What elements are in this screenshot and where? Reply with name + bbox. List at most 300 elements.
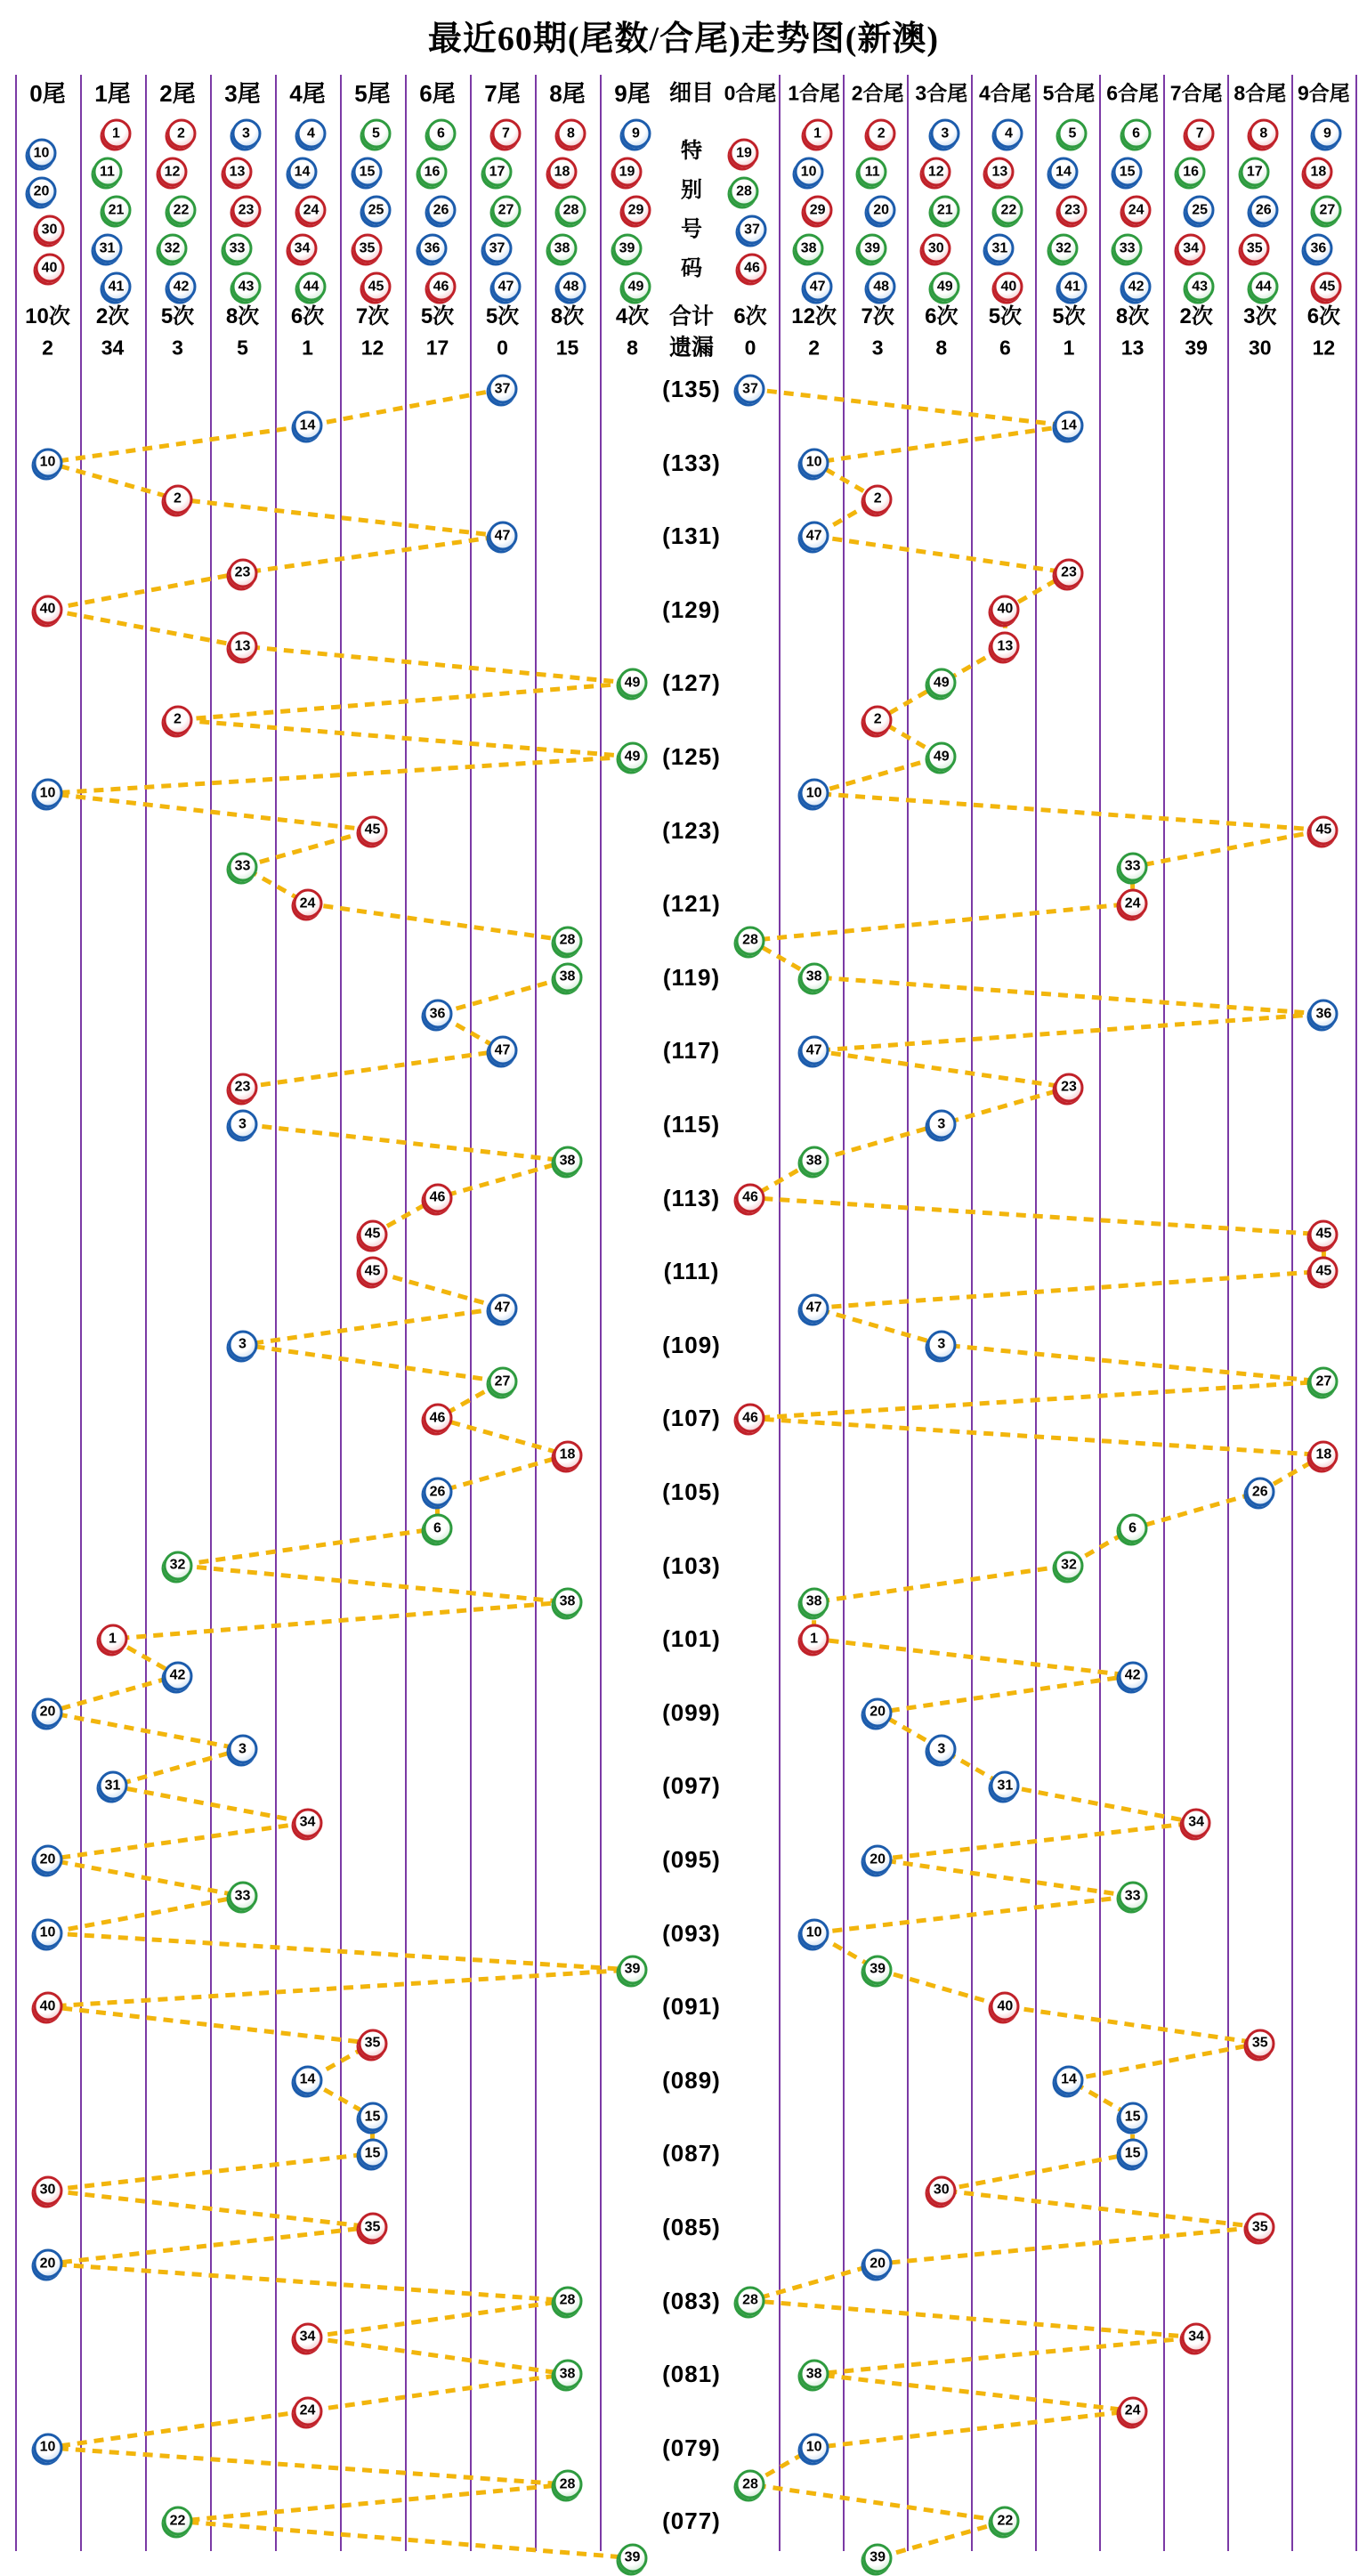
ball-9: 9 [1313,119,1342,149]
column-header-7-sumtail: 7合尾 [1169,81,1223,105]
ball-47: 47 [488,1036,517,1065]
ball-6: 6 [423,1514,452,1543]
ball-10: 10 [33,448,62,477]
ball-20: 20 [33,2249,62,2279]
ball-26: 26 [1245,1478,1274,1507]
ball-8: 8 [1249,119,1278,149]
ball-2: 2 [867,119,896,149]
ball-32: 32 [1055,1551,1084,1580]
miss-right-1: 2 [808,336,820,360]
ball-26: 26 [1249,196,1278,225]
ball-24: 24 [1118,889,1147,919]
ball-30: 30 [926,2175,956,2205]
count-right-7: 2次 [1179,304,1213,328]
count-right-0: 6次 [733,304,767,328]
ball-28: 28 [736,2286,765,2315]
ball-46: 46 [426,272,456,302]
ball-13: 13 [228,632,257,661]
ball-40: 40 [994,272,1023,302]
miss-left-4: 1 [302,336,313,360]
ball-34: 34 [1177,234,1206,263]
ball-34: 34 [293,2322,322,2352]
column-header-1-sumtail: 1合尾 [788,81,840,105]
left-trend-line [48,389,633,2558]
miss-left-5: 12 [360,336,384,360]
column-header-3-sumtail: 3合尾 [915,81,968,105]
ball-20: 20 [27,177,56,207]
ball-3: 3 [926,1110,956,1139]
ball-40: 40 [991,595,1020,624]
miss-label: 遗漏 [668,335,715,360]
period-label-101: (101) [662,1625,721,1653]
ball-9: 9 [621,119,651,149]
ball-42: 42 [1118,1661,1147,1690]
ball-17: 17 [1240,158,1269,187]
column-header-4-sumtail: 4合尾 [978,81,1031,105]
ball-11: 11 [93,158,122,187]
ball-48: 48 [556,272,586,302]
ball-40: 40 [33,595,62,624]
column-header-9-sumtail: 9合尾 [1297,81,1350,105]
ball-47: 47 [799,1036,829,1065]
ball-10: 10 [799,779,829,808]
ball-47: 47 [488,1293,517,1323]
ball-49: 49 [621,272,651,302]
period-label-95: (095) [662,1846,721,1873]
period-label-109: (109) [662,1331,721,1358]
ball-46: 46 [736,1183,765,1212]
ball-7: 7 [1185,119,1215,149]
ball-22: 22 [991,2507,1020,2536]
ball-1: 1 [101,119,131,149]
ball-39: 39 [618,2543,647,2572]
ball-45: 45 [1309,1219,1339,1249]
ball-15: 15 [358,2139,387,2168]
ball-34: 34 [1182,2322,1211,2352]
ball-14: 14 [1049,158,1079,187]
period-label-91: (091) [662,1993,721,2021]
ball-10: 10 [33,1918,62,1948]
ball-18: 18 [1309,1440,1339,1470]
ball-47: 47 [491,272,521,302]
ball-45: 45 [1309,815,1339,845]
ball-37: 37 [736,375,765,404]
ball-43: 43 [1185,272,1215,302]
ball-41: 41 [1058,272,1088,302]
ball-3: 3 [228,1735,257,1764]
ball-28: 28 [556,196,586,225]
ball-1: 1 [98,1624,127,1654]
miss-left-3: 5 [237,336,248,360]
ball-27: 27 [488,1367,517,1397]
ball-14: 14 [293,2065,322,2094]
miss-right-8: 30 [1249,336,1272,360]
ball-47: 47 [799,522,829,551]
count-right-9: 6次 [1306,304,1341,328]
ball-45: 45 [1309,1257,1339,1286]
ball-19: 19 [730,139,759,168]
ball-27: 27 [1313,196,1342,225]
ball-14: 14 [287,158,317,187]
ball-1: 1 [803,119,832,149]
ball-38: 38 [799,1146,829,1176]
ball-38: 38 [799,962,829,992]
miss-right-3: 8 [935,336,948,360]
ball-16: 16 [417,158,447,187]
ball-25: 25 [1185,196,1215,225]
count-left-6: 5次 [420,304,455,328]
miss-left-8: 15 [555,336,579,360]
miss-left-9: 8 [627,336,638,360]
ball-12: 12 [921,158,950,187]
column-header-3-tail: 3尾 [224,80,261,107]
ball-10: 10 [799,1918,829,1948]
period-label-133: (133) [662,449,721,476]
period-label-107: (107) [662,1405,721,1432]
ball-23: 23 [1055,558,1084,587]
count-left-1: 2次 [95,304,130,328]
ball-14: 14 [293,411,322,441]
period-label-135: (135) [662,376,721,402]
ball-40: 40 [33,1992,62,2021]
ball-35: 35 [1245,2213,1274,2242]
ball-20: 20 [863,1697,893,1727]
ball-31: 31 [991,1771,1020,1801]
ball-45: 45 [361,272,391,302]
ball-36: 36 [423,1000,452,1029]
ball-45: 45 [358,1257,387,1286]
ball-23: 23 [228,1073,257,1102]
ball-2: 2 [863,705,893,734]
ball-49: 49 [930,272,959,302]
ball-39: 39 [618,1955,647,1984]
ball-7: 7 [491,119,521,149]
ball-43: 43 [231,272,261,302]
ball-44: 44 [1249,272,1278,302]
ball-10: 10 [799,448,829,477]
period-label-97: (097) [662,1772,721,1800]
miss-left-7: 0 [497,336,508,360]
column-header-5-sumtail: 5合尾 [1042,81,1096,105]
ball-45: 45 [358,815,387,845]
column-header-6-sumtail: 6合尾 [1106,81,1159,105]
ball-18: 18 [553,1440,582,1470]
ball-24: 24 [296,196,326,225]
ball-38: 38 [794,234,823,263]
column-header-0-tail: 0尾 [29,80,66,107]
ball-2: 2 [863,484,893,514]
ball-3: 3 [926,1735,956,1764]
period-label-121: (121) [662,890,721,918]
special-number-label-char-2: 号 [681,217,702,241]
ball-28: 28 [553,926,582,955]
ball-30: 30 [35,215,64,245]
ball-24: 24 [1121,196,1151,225]
ball-39: 39 [863,1955,893,1984]
ball-21: 21 [101,196,131,225]
column-header-0-sumtail: 0合尾 [724,81,777,105]
ball-27: 27 [491,196,521,225]
page-title: 最近60期(尾数/合尾)走势图(新澳) [427,20,940,58]
ball-38: 38 [553,1587,582,1616]
period-label-77: (077) [662,2507,721,2535]
ball-46: 46 [736,1404,765,1433]
ball-16: 16 [1177,158,1206,187]
ball-39: 39 [858,234,887,263]
ball-2: 2 [163,484,192,514]
column-header-1-tail: 1尾 [94,80,131,107]
count-right-6: 8次 [1115,304,1150,328]
ball-45: 45 [1313,272,1342,302]
ball-47: 47 [803,272,832,302]
ball-23: 23 [231,196,261,225]
ball-5: 5 [361,119,391,149]
count-left-8: 8次 [550,304,585,328]
miss-left-2: 3 [172,336,183,360]
ball-38: 38 [553,2360,582,2389]
count-right-8: 3次 [1243,304,1277,328]
column-header-9-tail: 9尾 [614,80,651,107]
ball-27: 27 [1309,1367,1339,1397]
ball-42: 42 [166,272,196,302]
ball-8: 8 [556,119,586,149]
ball-46: 46 [423,1183,452,1212]
ball-35: 35 [1240,234,1269,263]
miss-right-5: 1 [1063,336,1075,360]
ball-31: 31 [98,1771,127,1801]
count-left-3: 8次 [225,304,260,328]
ball-4: 4 [296,119,326,149]
ball-35: 35 [1245,2029,1274,2058]
ball-24: 24 [293,2396,322,2426]
total-label: 合计 [668,304,715,329]
ball-47: 47 [488,522,517,551]
ball-23: 23 [1058,196,1088,225]
ball-37: 37 [738,215,767,245]
count-right-3: 6次 [925,304,959,328]
miss-left-6: 17 [425,336,449,360]
ball-35: 35 [358,2213,387,2242]
column-header-8-tail: 8尾 [549,80,586,107]
ball-33: 33 [1118,852,1147,881]
ball-38: 38 [553,962,582,992]
ball-42: 42 [1121,272,1151,302]
ball-14: 14 [1055,2065,1084,2094]
miss-left-1: 34 [101,336,125,360]
ball-33: 33 [228,852,257,881]
ball-13: 13 [991,632,1020,661]
period-label-93: (093) [662,1919,721,1947]
ball-41: 41 [101,272,131,302]
count-left-0: 10次 [25,304,70,328]
ball-18: 18 [547,158,577,187]
ball-6: 6 [1118,1514,1147,1543]
ball-45: 45 [358,1219,387,1249]
column-header-5-tail: 5尾 [354,80,391,107]
period-label-85: (085) [662,2214,721,2240]
ball-36: 36 [1304,234,1333,263]
ball-6: 6 [426,119,456,149]
detail-column-header: 细目 [668,80,715,106]
ball-49: 49 [926,742,956,772]
ball-28: 28 [730,177,759,207]
ball-22: 22 [163,2507,192,2536]
period-label-123: (123) [662,816,721,844]
ball-2: 2 [163,705,192,734]
ball-40: 40 [991,1992,1020,2021]
count-right-2: 7次 [861,304,894,328]
ball-49: 49 [618,742,647,772]
ball-6: 6 [1121,119,1151,149]
period-label-79: (079) [662,2434,721,2461]
ball-29: 29 [621,196,651,225]
ball-5: 5 [1058,119,1088,149]
ball-13: 13 [985,158,1015,187]
ball-32: 32 [1049,234,1079,263]
ball-30: 30 [33,2175,62,2205]
period-label-83: (083) [662,2287,721,2314]
period-label-87: (087) [662,2140,721,2167]
ball-15: 15 [1118,2139,1147,2168]
ball-18: 18 [1304,158,1333,187]
miss-right-4: 6 [999,336,1011,360]
period-label-81: (081) [662,2361,721,2388]
column-header-4-tail: 4尾 [289,80,326,107]
miss-right-7: 39 [1185,336,1208,360]
ball-28: 28 [736,2470,765,2499]
ball-25: 25 [361,196,391,225]
ball-29: 29 [803,196,832,225]
ball-24: 24 [1118,2396,1147,2426]
period-label-105: (105) [662,1478,721,1505]
period-label-103: (103) [662,1551,721,1579]
ball-46: 46 [738,254,767,283]
ball-39: 39 [863,2543,893,2572]
period-label-115: (115) [662,1111,721,1138]
ball-13: 13 [222,158,252,187]
column-header-2-sumtail: 2合尾 [851,81,904,105]
ball-10: 10 [27,139,56,168]
ball-31: 31 [93,234,122,263]
ball-47: 47 [799,1293,829,1323]
ball-22: 22 [994,196,1023,225]
miss-right-0: 0 [744,336,756,360]
period-label-131: (131) [662,522,721,550]
period-label-129: (129) [662,595,721,623]
column-header-8-sumtail: 8合尾 [1234,81,1287,105]
column-header-6-tail: 6尾 [419,80,456,107]
column-header-2-tail: 2尾 [159,80,196,107]
ball-2: 2 [166,119,196,149]
ball-12: 12 [158,158,187,187]
count-left-5: 7次 [355,304,390,328]
ball-33: 33 [222,234,252,263]
period-label-127: (127) [662,669,721,697]
ball-10: 10 [33,779,62,808]
ball-1: 1 [799,1624,829,1654]
ball-15: 15 [358,2102,387,2132]
ball-3: 3 [231,119,261,149]
ball-38: 38 [553,1146,582,1176]
ball-28: 28 [553,2286,582,2315]
ball-3: 3 [228,1110,257,1139]
ball-33: 33 [1118,1882,1147,1911]
ball-14: 14 [1055,411,1084,441]
ball-33: 33 [228,1882,257,1911]
special-number-label-char-1: 别 [681,178,702,202]
period-label-125: (125) [662,743,721,770]
ball-31: 31 [985,234,1015,263]
miss-right-9: 12 [1312,336,1336,360]
count-left-4: 6次 [290,304,325,328]
ball-49: 49 [926,668,956,698]
ball-38: 38 [799,1587,829,1616]
ball-4: 4 [994,119,1023,149]
period-label-111: (111) [663,1258,720,1285]
ball-3: 3 [926,1330,956,1359]
column-header-7-tail: 7尾 [484,80,521,107]
ball-19: 19 [612,158,642,187]
count-left-2: 5次 [160,304,195,328]
ball-20: 20 [867,196,896,225]
ball-46: 46 [423,1404,452,1433]
ball-23: 23 [228,558,257,587]
ball-40: 40 [35,254,64,283]
ball-32: 32 [158,234,187,263]
ball-37: 37 [482,234,512,263]
ball-36: 36 [1309,1000,1339,1029]
ball-35: 35 [352,234,382,263]
ball-26: 26 [426,196,456,225]
ball-44: 44 [296,272,326,302]
ball-36: 36 [417,234,447,263]
ball-30: 30 [921,234,950,263]
miss-right-2: 3 [871,336,884,360]
ball-49: 49 [618,668,647,698]
ball-26: 26 [423,1478,452,1507]
ball-10: 10 [33,2433,62,2462]
ball-33: 33 [1112,234,1142,263]
count-right-1: 12次 [791,304,837,328]
ball-10: 10 [799,2433,829,2462]
ball-34: 34 [287,234,317,263]
ball-11: 11 [858,158,887,187]
count-right-4: 5次 [988,304,1023,328]
ball-15: 15 [1112,158,1142,187]
ball-22: 22 [166,196,196,225]
ball-15: 15 [352,158,382,187]
right-trend-line [750,389,1323,2558]
ball-34: 34 [1182,1808,1211,1837]
ball-28: 28 [736,926,765,955]
ball-15: 15 [1118,2102,1147,2132]
ball-20: 20 [863,2249,893,2279]
ball-10: 10 [794,158,823,187]
special-number-label-char-0: 特 [681,139,702,163]
miss-right-6: 13 [1120,336,1145,360]
ball-37: 37 [488,375,517,404]
ball-3: 3 [228,1330,257,1359]
ball-35: 35 [358,2029,387,2058]
ball-20: 20 [33,1845,62,1875]
ball-20: 20 [863,1845,893,1875]
ball-38: 38 [547,234,577,263]
count-left-9: 4次 [615,304,650,328]
ball-17: 17 [482,158,512,187]
ball-23: 23 [1055,1073,1084,1102]
count-right-5: 5次 [1052,304,1086,328]
period-label-117: (117) [662,1037,721,1065]
